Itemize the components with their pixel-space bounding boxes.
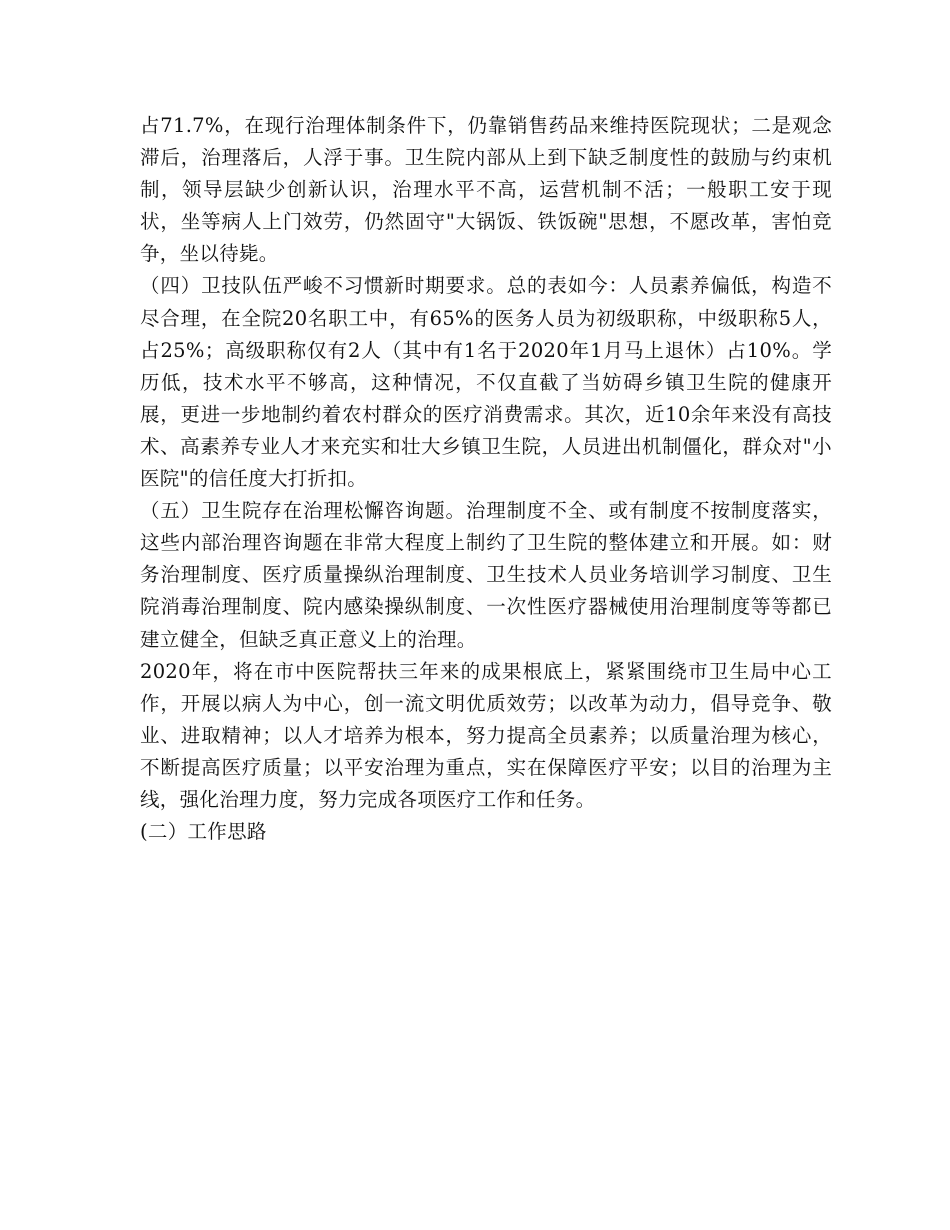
paragraph-staff-team: （四）卫技队伍严峻不习惯新时期要求。总的表如今：人员素养偏低，构造不尽合理，在全院20名职工中，有65%的医务人员为初级职称，中级职称5人，占25%；高级职称仅有2人（其中有1名于2020年1月马上退休）占10%。学历低，技术水平不够高，这种情况，不仅直截了当妨碍乡镇卫生院的健康开展，更进一步地制约着农村群众的医疗消费需求。其次，近10余年来没有高技术、高素养专业人才来充实和壮大乡镇卫生院，人员进出机制僵化，群众对"小医院"的信任度大打折扣。: [140, 274, 832, 491]
paragraph-management-lax: （五）卫生院存在治理松懈咨询题。治理制度不全、或有制度不按制度落实，这些内部治理咨询题在非常大程度上制约了卫生院的整体建立和开展。如：财务治理制度、医疗质量操纵治理制度、卫生技术人员业务培训学习制度、卫生院消毒治理制度、院内感染操纵制度、一次性医疗器械使用治理制度等等都已建立健全，但缺乏真正意义上的治理。: [140, 499, 832, 651]
paragraph-2020-plan: 2020年，将在市中医院帮扶三年来的成果根底上，紧紧围绕市卫生局中心工作，开展以病人为中心，创一流文明优质效劳；以改革为动力，倡导竞争、敬业、进取精神；以人才培养为根本，努力提高全员素养；以质量治理为核心，不断提高医疗质量；以平安治理为重点，实在保障医疗平安；以目的治理为主线，强化治理力度，努力完成各项医疗工作和任务。: [140, 659, 832, 811]
paragraph-management-issues: 占71.7%，在现行治理体制条件下，仍靠销售药品来维持医院现状；二是观念滞后，治理落后，人浮于事。卫生院内部从上到下缺乏制度性的鼓励与约束机制，领导层缺少创新认识，治理水平不高，运营机制不活；一般职工安于现状，坐等病人上门效劳，仍然固守"大锅饭、铁饭碗"思想，不愿改革，害怕竞争，坐以待毙。: [140, 114, 832, 266]
section-heading-work-approach: (二）工作思路: [140, 820, 267, 844]
document-page: [140, 110, 832, 848]
